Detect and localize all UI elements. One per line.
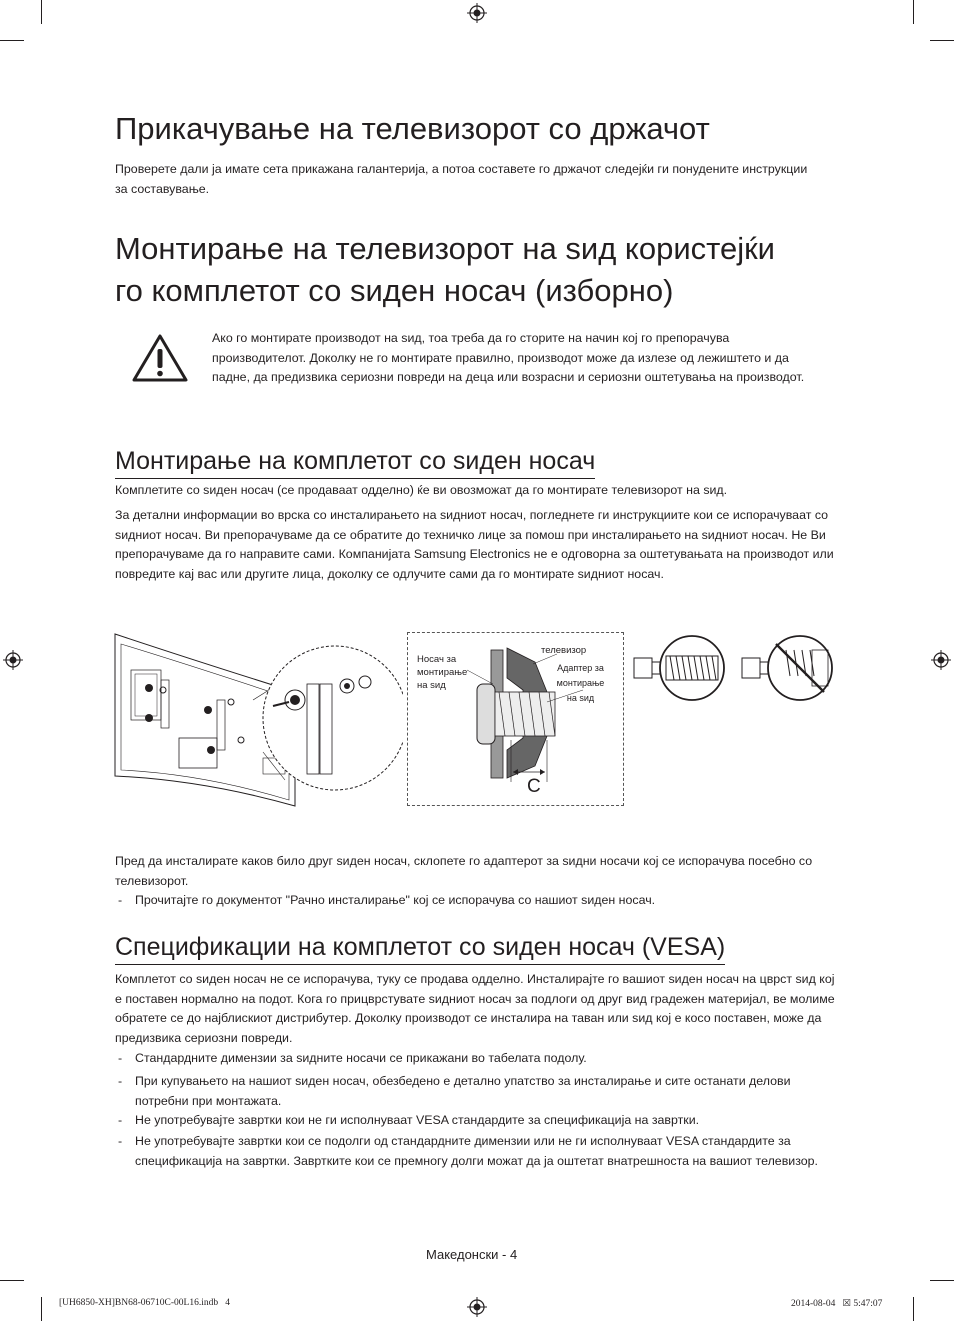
label-c-dimension: C (527, 776, 541, 797)
registration-mark-icon (3, 650, 23, 670)
registration-mark-icon (467, 1297, 487, 1317)
bullet-dash: - (118, 1134, 123, 1148)
section-title-wall-line2: го комплетот со ѕиден носач (изборно) (115, 273, 674, 308)
registration-mark-icon (931, 650, 951, 670)
print-file-name: [UH6850-XH]BN68-06710C-00L16.indb 4 (59, 1298, 230, 1308)
crop-mark (913, 1297, 914, 1321)
kit-paragraph-3: Пред да инсталирате каков било друг ѕиден носач, склопете го адаптерот за ѕидни носачи кој се испорачува посебно со телевизорот. (115, 854, 813, 888)
bullet-text: При купувањето на нашиот ѕиден носач, обезбедено е детално упатство за инсталирање и сите останати делови потребни при монтажата. (135, 1074, 791, 1108)
kit-paragraph-2: За детални информации во врска со инсталирањето на ѕидниот носач, погледнете ги инструкциите кои се испорачуваат со ѕидниот носач. Ви препорачуваме да се обратите до техничко лице за помош при инсталирањето на ѕидниот носач. Не Ви препорачуваме да го направите сами. Компанијата Samsung Electronics не е одговорна за оштетувањата на производот или повредите кај вас или другите лица, доколку се одлучите сами да го монтирате ѕидниот носач. (115, 508, 834, 581)
screw-ok-icon (628, 634, 726, 702)
label-wall-bracket: Носач за монтирање на ѕид (417, 654, 468, 691)
bullet-dash: - (118, 1051, 123, 1065)
bullet-text: Прочитајте го документот "Рачно инсталирање" кој се испорачува со нашиот ѕиден носач. (135, 893, 656, 907)
crop-mark (41, 1297, 42, 1321)
crop-mark (930, 1280, 954, 1281)
bullet-dash: - (118, 1113, 123, 1127)
section-title-wall-line1: Монтирање на телевизорот на ѕид користејќи (115, 231, 775, 266)
registration-mark-icon (467, 3, 487, 23)
crop-mark (41, 0, 42, 24)
bullet-text: Не употребувајте завртки кои се подолги од стандардните димензии или не ги исполнуваат VESA стандардите за спецификација на завртки. Завртките кои се премногу долги можат да ја оштетат внатрешноста на вашиот телевизор. (135, 1134, 818, 1168)
page-number: Македонски - 4 (426, 1247, 518, 1262)
warning-text: Ако го монтирате производот на ѕид, тоа треба да го сторите на начин кој го препорачува производителот. Доколку не го монтирате правилно, производот може да излезе од лежиштето и да падне, да предизвика сериозни повреди на деца или возрасни и сериозни оштетувања на производот. (212, 331, 805, 384)
crop-mark (913, 0, 914, 24)
section-title-kit: Монтирање на комплетот со ѕиден носач (115, 447, 595, 479)
bullet-dash: - (118, 1074, 123, 1088)
warning-icon (131, 333, 189, 383)
page-title: Прикачување на телевизорот со држачот (115, 111, 710, 146)
vesa-paragraph-1: Комплетот со ѕиден носач не се испорачува, туку се продава одделно. Инсталирајте го вашиот ѕиден носач на цврст ѕид кој е поставен нормално на подот. Кога го прицврстувате ѕидниот носач за подлоги од друг вид градежен материјал, ве молиме обратете се до најблискиот дистрибутер. Доколку производот се инсталира на таван или ѕид кој е косо поставен, може да предизвика сериозни повреди. (115, 972, 835, 1045)
crop-mark (930, 40, 954, 41)
print-date-time: 2014-08-04 ☒ 5:47:07 (791, 1299, 883, 1309)
intro-text: Проверете дали ја имате сета прикажана галантерија, а потоа составете го држачот следејќи ги понудените инструкции за составување. (115, 162, 808, 196)
kit-paragraph-1: Комплетите со ѕиден носач (се продаваат одделно) ќе ви овозможат да го монтирате телевизорот на ѕид. (115, 483, 728, 497)
bullet-text: Не употребувајте завртки кои не ги исполнуваат VESA стандардите за спецификација на завртки. (135, 1113, 700, 1127)
screw-not-allowed-icon (738, 634, 836, 702)
label-tv: телевизор (541, 645, 587, 656)
label-adapter: Адаптер за монтирање на ѕид (556, 663, 605, 703)
bullet-dash: - (118, 893, 123, 907)
crop-mark (0, 1280, 24, 1281)
tv-back-mount-illustration (113, 630, 403, 820)
crop-mark (0, 40, 24, 41)
bullet-text: Стандардните димензии за ѕидните носачи се прикажани во табелата подолу. (135, 1051, 587, 1065)
section-title-vesa: Спецификации на комплетот со ѕиден носач (VESA) (115, 933, 725, 965)
